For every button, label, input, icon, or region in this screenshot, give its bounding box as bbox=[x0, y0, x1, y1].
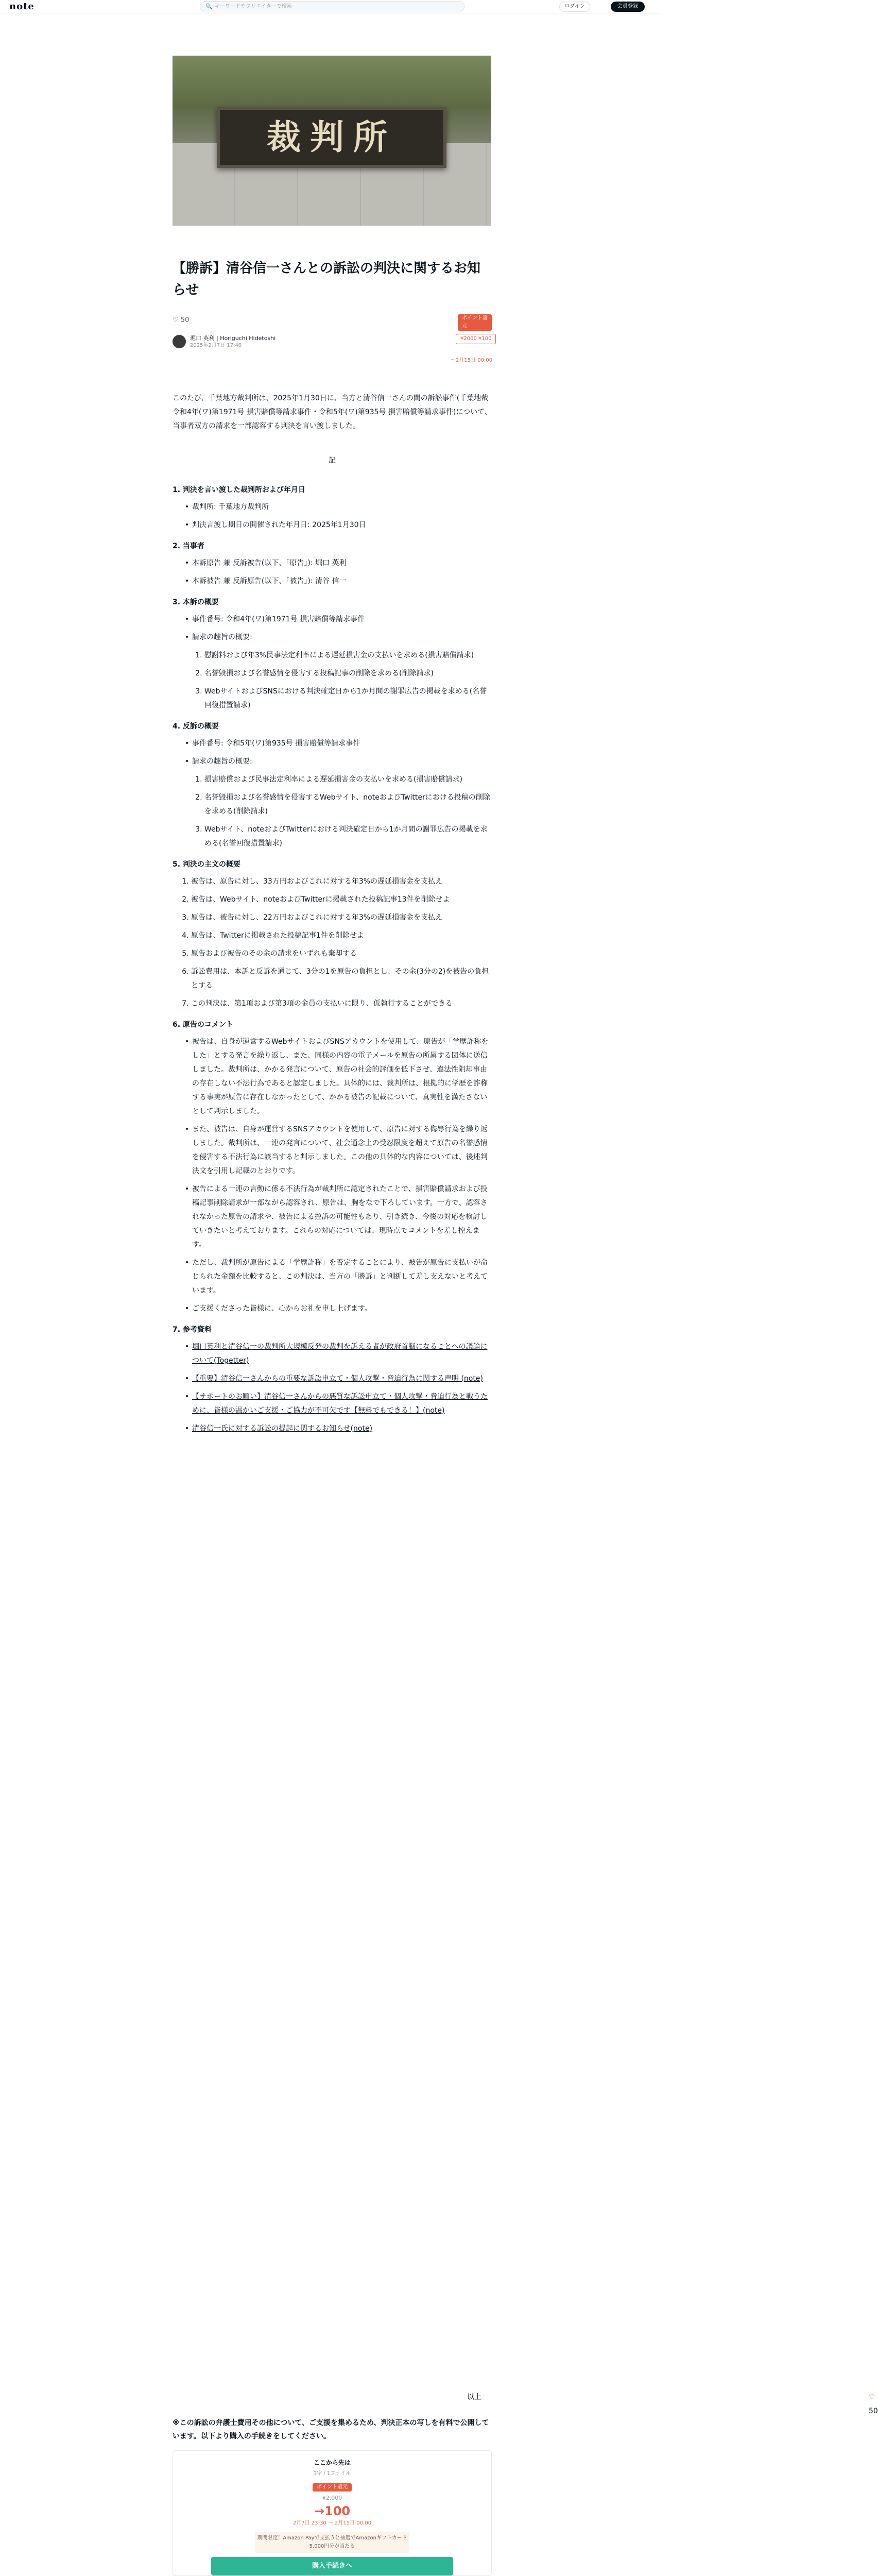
purchase-box bbox=[173, 2450, 492, 2576]
section-main-suit bbox=[173, 596, 492, 713]
sale-price: →100 bbox=[314, 2504, 351, 2519]
list-item: • ただし、裁判所が原告による「学歴詐称」を否定することにより、被告が原告に支払いが命じられた金額を比較すると、この判決は、当方の「勝訴」と判断して差し支えないと考えています。 bbox=[185, 1256, 492, 1298]
list-item: 4. 原告は、Twitterに掲載された投稿記事1件を削除せよ bbox=[191, 929, 492, 943]
list-item: 2. 被告は、Webサイト、noteおよびTwitterに掲載された投稿記事13件を削除せよ bbox=[191, 893, 492, 907]
intro-paragraph: このたび、千葉地方裁判所は、2025年1月30日に、当方と清谷信一さんの間の訴訟事件(千葉地裁 令和4年(ワ)第1971号 損害賠償等請求事件・令和5年(ワ)第935号 損害賠償等請求事件)について、当事者双方の請求を一部認容する判決を言い渡しました。 bbox=[173, 394, 492, 430]
list-item: • 判決言渡し期日の開催された年月日: 2025年1月30日 bbox=[185, 518, 492, 532]
list-item: • 事件番号: 令和4年(ワ)第1971号 損害賠償等請求事件 bbox=[185, 613, 492, 626]
list-item: • 本訴原告 兼 反訴被告(以下、「原告」): 堀口 英利 bbox=[185, 556, 492, 570]
publish-date: 2025年2月7日 17:40 bbox=[190, 343, 242, 348]
list-item: 2. 名誉毀損および名誉感情を侵害するWebサイト、noteおよびTwitterにおける投稿の削除を求める(削除請求) bbox=[204, 791, 492, 819]
list-item: • 被告は、自身が運営するWebサイトおよびSNSアカウントを使用して、原告が「学歴詐称をした」とする発言を繰り返し、また、同様の内容の電子メールを原告の所属する団体に送信しました。裁判所は、かかる発言について、原告の社会的評価を低下させ、違法性阻却事由の存在しない不法行為であると認定しました。具体的には、裁判所は、根拠的に学歴を詐称する事実が原告に存在しなかったとして、かかる被告の記載について、真実性を満たさないとして判示しました。 bbox=[185, 1035, 492, 1118]
list-item: 1. 慰謝料および年3%民事法定利率による遅延損害金の支払いを求める(損害賠償請求) bbox=[204, 649, 492, 663]
reference-link[interactable]: 【重要】清谷信一さんからの重要な訴訟申立て・個人攻撃・脅迫行為に関する声明 (note) bbox=[192, 1375, 483, 1383]
reference-link[interactable]: 堀口英利と清谷信一の裁判所大規模反発の裁判を訴える者が政府首脳になることへの議論について(Togetter) bbox=[192, 1343, 488, 1365]
sale-period: 2月7日 23:30 ～ 2月15日 00:00 bbox=[292, 2520, 372, 2527]
heart-icon[interactable]: ♡ bbox=[869, 2393, 875, 2401]
article-body bbox=[173, 392, 492, 1440]
like-count: 50 bbox=[180, 316, 190, 324]
like-stat bbox=[173, 314, 189, 327]
article-title: 【勝訴】清谷信一さんとの訴訟の判決に関するお知らせ bbox=[173, 261, 481, 298]
amazon-promo[interactable]: 期間限定！Amazon Payで支払うと抽選でAmazonギフトカード5,000円分が当たる bbox=[255, 2532, 409, 2553]
section-judgment bbox=[173, 858, 492, 1011]
author-avatar[interactable] bbox=[173, 335, 186, 348]
list-item: • 請求の趣旨の概要: 1. 損害賠償および民事法定利率による遅延損害金の支払いを求める(損害賠償請求) 2. 名誉毀損および名誉感情を侵害するWebサイト、noteおよびTwitterにおける投稿の削除を求める(削除請求) 3. Webサイト、noteおよびTwitterにおける判決確定日から1か月間の謝罪広告の掲載を求める(名誉回復措置請求) bbox=[185, 755, 492, 851]
section-heading: 6. 原告のコメント bbox=[173, 1021, 233, 1029]
purchase-button[interactable]: 購入手続きへ bbox=[211, 2557, 453, 2575]
paywall-size: 3字 / 1ファイル bbox=[313, 2470, 351, 2477]
paywall-note: ※この訴訟の弁護士費用その他について、ご支援を集めるため、判決正本の写しを有料で公開しています。以下より購入の手続きをしてください。 bbox=[173, 2419, 489, 2441]
section-heading: 7. 参考資料 bbox=[173, 1326, 212, 1334]
paywall-heading: ここから先は bbox=[313, 2459, 351, 2466]
list-item: • また、被告は、自身が運営するSNSアカウントを使用して、原告に対する侮辱行為を繰り返しました。裁判所は、一連の発言について、社会通念上の受忍限度を超えて原告の名誉感情を侵害する不法行為に該当すると判示しました。この他の具体的な内容については、後述判決文を引用し記載のとおりです。 bbox=[185, 1123, 492, 1178]
note-logo[interactable]: note bbox=[9, 1, 35, 12]
list-item: • 裁判所: 千葉地方裁判所 bbox=[185, 500, 492, 514]
list-item: • ご支援くださった皆様に、心からお礼を申し上げます。 bbox=[185, 1302, 492, 1316]
section-comment bbox=[173, 1018, 492, 1316]
courthouse-plate bbox=[217, 107, 446, 168]
list-item bbox=[185, 1390, 492, 1418]
list-item: 1. 被告は、原告に対し、33万円およびこれに対する年3%の遅延損害金を支払え bbox=[191, 875, 492, 889]
list-item: • 被告による一連の言動に係る不法行為が裁判所に認定されたことで、損害賠償請求および投稿記事削除請求が一部ながら認容され、原告は、胸をなで下ろしています。一方で、認容されなかった原告の請求や、被告による控訴の可能性もあり、引き続き、今後の対応を検討していきたいと考えております。これらの対応については、現時点でコメントを差し控えます。 bbox=[185, 1182, 492, 1252]
section-counter-suit bbox=[173, 720, 492, 851]
login-button[interactable]: ログイン bbox=[559, 2, 590, 12]
ki-marker: 記 bbox=[329, 456, 336, 465]
list-item: 3. Webサイト、noteおよびTwitterにおける判決確定日から1か月間の謝罪広告の掲載を求める(名誉回復措置請求) bbox=[204, 823, 492, 851]
signup-button[interactable]: 会員登録 bbox=[611, 2, 645, 12]
original-price: ¥2,000 bbox=[322, 2495, 342, 2502]
list-item: • 本訴被告 兼 反訴原告(以下、「被告」): 清谷 信一 bbox=[185, 574, 492, 588]
list-item: 7. この判決は、第1項および第3項の金員の支払いに限り、仮執行することができる bbox=[191, 997, 492, 1011]
search-placeholder: キーワードやクリエイターで検索 bbox=[215, 4, 292, 9]
section-heading: 1. 判決を言い渡した裁判所および年月日 bbox=[173, 486, 305, 494]
list-item bbox=[185, 1372, 492, 1386]
author-name[interactable]: 堀口 英利 | Horiguchi Hidetoshi bbox=[190, 335, 276, 342]
list-item: 3. 原告は、被告に対し、22万円およびこれに対する年3%の遅延損害金を支払え bbox=[191, 911, 492, 925]
price-button[interactable]: ¥2000 ¥100 bbox=[456, 334, 496, 344]
point-badge: ポイント還元 bbox=[458, 314, 492, 331]
sale-period: 〜2月15日 00:00 bbox=[451, 358, 493, 363]
list-item bbox=[185, 1422, 492, 1436]
section-heading: 5. 判決の主文の概要 bbox=[173, 860, 240, 869]
closing-text: 以上 ♡ 50 bbox=[467, 2391, 481, 2404]
list-item: • 請求の趣旨の概要: 1. 慰謝料および年3%民事法定利率による遅延損害金の支払いを求める(損害賠償請求) 2. 名誉毀損および名誉感情を侵害する投稿記事の削除を求める(削除請求) 3. WebサイトおよびSNSにおける判決確定日から1か月間の謝罪広告の掲載を求める(名誉回復措置請求) bbox=[185, 631, 492, 713]
section-heading: 4. 反訴の概要 bbox=[173, 722, 219, 731]
reference-link[interactable]: 【サポートのお願い】清谷信一さんからの悪質な訴訟申立て・個人攻撃・脅迫行為と戦うために、皆様の温かいご支援・ご協力が不可欠です【無料でもできる！】(note) bbox=[192, 1393, 488, 1415]
point-badge: ポイント還元 bbox=[313, 2483, 352, 2492]
section-court bbox=[173, 483, 492, 532]
section-heading: 3. 本訴の概要 bbox=[173, 598, 219, 606]
list-item: • 事件番号: 令和5年(ワ)第935号 損害賠償等請求事件 bbox=[185, 737, 492, 751]
list-item: 3. WebサイトおよびSNSにおける判決確定日から1か月間の謝罪広告の掲載を求める(名誉回復措置請求) bbox=[204, 685, 492, 713]
top-navigation bbox=[0, 0, 661, 13]
section-references bbox=[173, 1323, 492, 1436]
list-item: 6. 訴訟費用は、本訴と反訴を通じて、3分の1を原告の負担とし、その余(3分の2)を被告の負担とする bbox=[191, 965, 492, 993]
list-item: 2. 名誉毀損および名誉感情を侵害する投稿記事の削除を求める(削除請求) bbox=[204, 667, 492, 681]
list-item: 5. 原告および被告のその余の請求をいずれも棄却する bbox=[191, 947, 492, 961]
like-count: 50 bbox=[869, 2406, 878, 2415]
heart-icon: ♡ bbox=[173, 316, 179, 324]
search-input[interactable] bbox=[200, 1, 464, 12]
plate-text: 裁判所 bbox=[267, 117, 397, 157]
reference-link[interactable]: 清谷信一氏に対する訴訟の提起に関するお知らせ(note) bbox=[192, 1425, 373, 1433]
list-item: 1. 損害賠償および民事法定利率による遅延損害金の支払いを求める(損害賠償請求) bbox=[204, 773, 492, 787]
hero-image bbox=[173, 56, 491, 226]
search-icon: 🔍 bbox=[205, 3, 213, 10]
list-item bbox=[185, 1340, 492, 1368]
side-reactions[interactable] bbox=[869, 2391, 878, 2418]
section-parties bbox=[173, 539, 492, 588]
section-heading: 2. 当事者 bbox=[173, 542, 204, 550]
